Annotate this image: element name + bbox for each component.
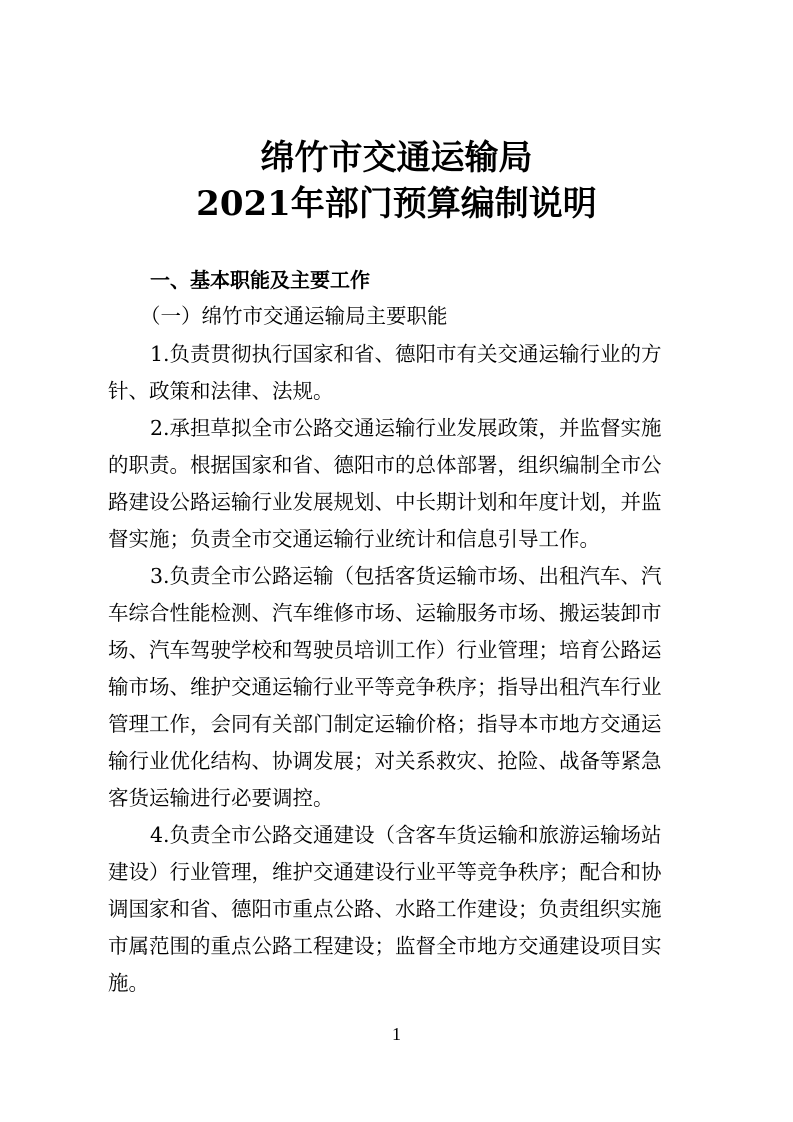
paragraph-line: 客货运输进行必要调控。 (108, 786, 334, 810)
paragraph-line: 督实施；负责全市交通运输行业统计和信息引导工作。 (108, 527, 600, 551)
paragraph-line: 建设）行业管理，维护交通建设行业平等竞争秩序；配合和协 (108, 860, 662, 884)
paragraph-line: 输行业优化结构、协调发展；对关系救灾、抢险、战备等紧急 (108, 749, 662, 773)
paragraph-line: 输市场、维护交通运输行业平等竞争秩序；指导出租汽车行业 (108, 675, 662, 699)
document-title-line1: 绵竹市交通运输局 (260, 138, 533, 178)
section-heading: 一、基本职能及主要工作 (150, 268, 370, 292)
paragraph-line: 3.负责全市公路运输（包括客货运输市场、出租汽车、汽 (150, 564, 662, 588)
paragraph-line: 2.承担草拟全市公路交通运输行业发展政策，并监督实施 (150, 416, 662, 440)
paragraph-line: 的职责。根据国家和省、德阳市的总体部署，组织编制全市公 (108, 453, 662, 477)
paragraph-line: 管理工作，会同有关部门制定运输价格；指导本市地方交通运 (108, 712, 662, 736)
page-number: 1 (392, 1024, 401, 1044)
paragraph-line: 针、政策和法律、法规。 (108, 379, 334, 403)
paragraph-line: 场、汽车驾驶学校和驾驶员培训工作）行业管理；培育公路运 (108, 638, 662, 662)
paragraph-line: 调国家和省、德阳市重点公路、水路工作建设；负责组织实施 (108, 897, 662, 921)
paragraph-line: 1.负责贯彻执行国家和省、德阳市有关交通运输行业的方 (150, 342, 662, 366)
paragraph-line: 施。 (108, 971, 149, 995)
paragraph-line: 路建设公路运输行业发展规划、中长期计划和年度计划，并监 (108, 490, 662, 514)
paragraph-line: 4.负责全市公路交通建设（含客车货运输和旅游运输场站 (150, 823, 662, 847)
subsection-heading: （一）绵竹市交通运输局主要职能 (140, 304, 448, 328)
paragraph-line: 车综合性能检测、汽车维修市场、运输服务市场、搬运装卸市 (108, 601, 662, 625)
paragraph-line: 市属范围的重点公路工程建设；监督全市地方交通建设项目实 (108, 934, 662, 958)
document-title-line2: 2021年部门预算编制说明 (196, 184, 597, 224)
